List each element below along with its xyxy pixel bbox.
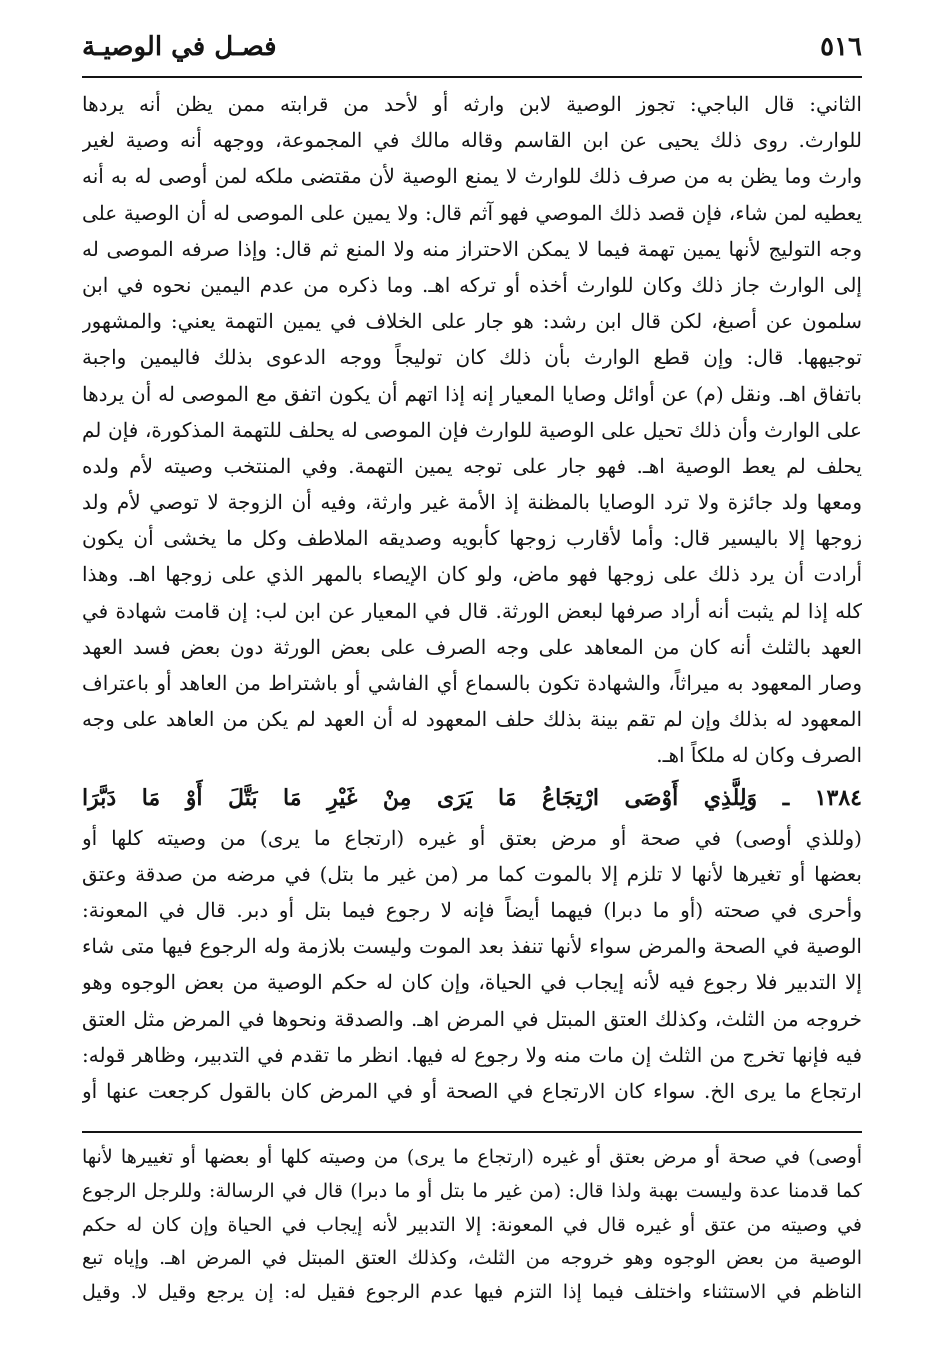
footnote-line: الناظم في الاستثناء واختلف فيما إذا التزم فيها عدم الرجوع فقيل له: إن يرجع وقيل لا. وقيل <box>82 1281 862 1304</box>
page-header <box>82 28 862 78</box>
footnote-line: كما قدمنا عدة وليست بهبة ولذا قال: (من غير ما بتل أو ما دبرا) قال في الرسالة: وللرجل الرجوع <box>82 1179 862 1202</box>
text-line: يحلف لم يعط الوصية اهـ. فهو جار على توجه يمين التهمة. وفي المنتخب وصيته لأم ولده <box>82 453 862 478</box>
text-line: إلى الوارث جاز ذلك وكان للوارث أخذه أو تركه اهـ. وما ذكره من عدم اليمين نحوه في ابن <box>82 272 862 297</box>
text-line: وأحرى في صحته (أو ما دبرا) فيهما أيضاً فإنه لا رجوع فيما بتل أو دبر. قال في المعونة: <box>82 897 862 922</box>
page <box>82 28 862 1310</box>
text-line: فيه فإنها تخرج من الثلث إن مات منه ولا رجوع له فيها. انظر ما تقدم في التدبير، وظاهر قوله: <box>82 1042 862 1067</box>
text-line: يعطيه لمن شاء، فإن قصد ذلك الموصي فهو آثم قال: ولا يمين على الموصى له أن الوصية على <box>82 200 862 225</box>
footnote-line: أوصى) في صحة أو مرض بعتق أو غيره (ارتجاع ما يرى) من وصيته كلها أو بعضها أو تغييرها لأنها <box>82 1146 862 1169</box>
page-number: ٥١٦ <box>820 32 862 62</box>
text-line: الصرف وكان له ملكاً اهـ. <box>656 743 862 768</box>
text-line: كله إذا لم يثبت أنه أراد صرفها لبعض الورثة. قال في المعيار عن ابن لب: إن قامت شهادة في <box>82 598 862 623</box>
main-text <box>82 86 862 774</box>
footnote-rule <box>82 1131 862 1133</box>
text-line: (وللذي أوصى) في صحة أو مرض بعتق أو غيره (ارتجاع ما يرى) من وصيته كلها أو <box>82 825 862 850</box>
text-line: الثاني: قال الباجي: تجوز الوصية لابن وارثه أو لأحد من قرابته ممن يظن أنه يردها <box>82 92 862 116</box>
poem-verse: ١٣٨٤ ـ وَلِلَّذِي أَوْصَى ارْتِجَاعُ مَا يَرَى مِنْ غَيْرِ مَا بَتَّلَ أَوْ مَا دَبَّرَا <box>82 784 862 811</box>
header-rule <box>82 76 862 78</box>
text-line: الوصية في الصحة والمرض سواء لأنها تنفذ بعد الموت وليست بلازمة وله الرجوع فيها متى شاء <box>82 934 862 959</box>
text-line: خروجه من الثلث، وكذلك العتق المبتل في المرض اهـ. والصدقة ونحوها في المرض مثل العتق <box>82 1006 862 1031</box>
text-line: على الوارث وأن ذلك تحيل على الوصية للوارث فإن الموصى له يحلف للتهمة المذكورة، فإن لم <box>82 417 862 442</box>
footnote-line: الوصية من بعض الوجوه وهو خروجه من الثلث، وكذلك العتق المبتل في المرض اهـ. وإياه تبع <box>82 1247 862 1270</box>
text-line: أرادت أن يرد ذلك على زوجها فهو ماض، ولو كان الإيصاء بالمهر الذي على زوجها اهـ. وهذا <box>82 562 862 587</box>
text-line: العهد بالثلث أنه كان من المعاهد على وجه الصرف على بعض الورثة دون بعض فسد العهد <box>82 634 862 659</box>
text-line: ومعها ولد جائزة ولا ترد الوصايا بالمظنة إذ الأمة غير وارثة، وفيه أن الزوجة لا توصي لأم ولد <box>82 490 862 515</box>
text-line: بعضها أو تغيرها لأنها لا تلزم إلا بالموت كما مر (من غير ما بتل) في مرضه من صدقة وعتق <box>82 861 862 886</box>
commentary-text <box>82 820 862 1110</box>
text-line: وارث وما يظن به من صرف ذلك للوارث لا يمنع الوصية لأن مقتضى ملكه لمن أوصى له به أنه <box>82 164 862 189</box>
text-line: باتفاق اهـ. ونقل (م) عن أوائل وصايا المعيار إنه إذا اتهم أن يكون اتفق مع الموصى له أن يردها <box>82 381 862 406</box>
footnote-text <box>82 1141 862 1310</box>
text-line: وجه التوليج لأنها يمين تهمة فيما لا يمكن الاحتراز منه ولا المنع ثم قال: وإذا صرفه الموصى له <box>82 236 862 261</box>
text-line: ارتجاع ما يرى الخ. سواء كان الارتجاع في الصحة أو في المرض كان بالقول كرجعت عنها أو <box>82 1078 862 1103</box>
footnote-line: في وصيته من عتق أو غيره قال في المعونة: إلا التدبير لأنه إيجاب في الحياة وإن كان له حكم <box>82 1213 862 1236</box>
text-line: توجيهها. قال: وإن قطع الوارث بأن ذلك كان توليجاً ووجه الدعوى بذلك فاليمين واجبة <box>82 345 862 370</box>
text-line: زوجها إلا باليسير قال: وأما لأقارب زوجها كأبويه وصديقه الملاطف وكل ما يخشى أن يكون <box>82 526 862 551</box>
text-line: للوارث. روى ذلك يحيى عن ابن القاسم وقاله مالك في المجموعة، ووجهه أنه وصية لغير <box>82 128 862 153</box>
chapter-title: فصـل في الوصيـة <box>82 32 277 62</box>
text-line: إلا التدبير فلا رجوع فيه لأنه إيجاب في الحياة، وإن كان له حكم الوصية من بعض الوجوه وهو <box>82 970 862 995</box>
text-line: المعهود له بذلك وإن لم تقم بينة بذلك حلف المعهود له أن العهد لم يكن من العاهد على وجه <box>82 707 862 732</box>
text-line: سلمون عن أصبغ، لكن قال ابن رشد: هو جار على الخلاف في يمين التهمة يعني: والمشهور <box>82 309 862 334</box>
text-line: وصار المعهود به ميراثاً، والشهادة تكون بالسماع أي الفاشي أو باشتراط من العاهد أو باعتراف <box>82 671 862 695</box>
